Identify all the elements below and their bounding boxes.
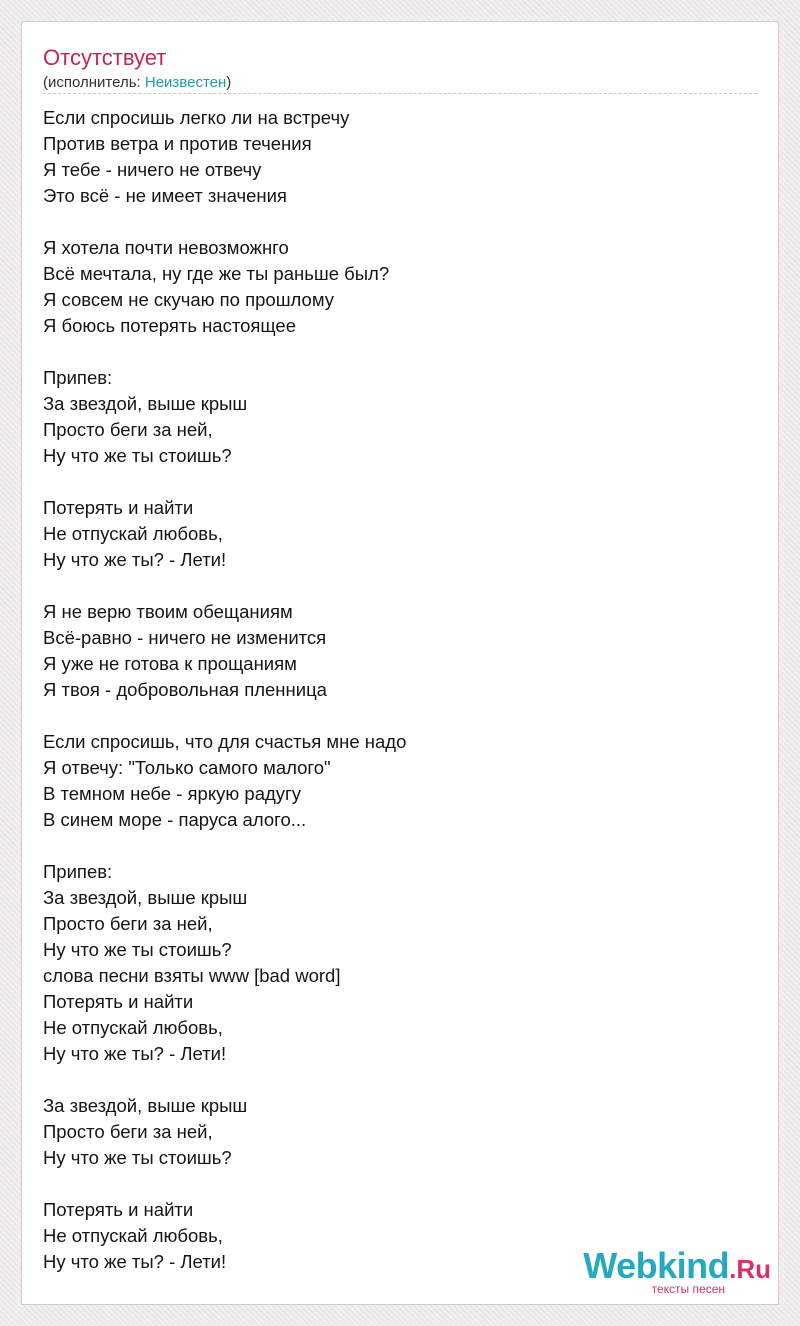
lyric-line: Ну что же ты стоишь? <box>43 445 232 466</box>
lyric-line: Я не верю твоим обещаниям <box>43 601 293 622</box>
stanza-gap <box>43 469 758 495</box>
lyric-line: Я совсем не скучаю по прошлому <box>43 289 335 310</box>
song-title: Отсутствует <box>43 45 167 70</box>
stanza-gap <box>43 833 758 859</box>
artist-prefix: (исполнитель: <box>43 74 145 91</box>
artist-line <box>43 73 231 93</box>
stanza-gap <box>43 1171 758 1197</box>
lyric-line: Ну что же ты стоишь? <box>43 1147 232 1168</box>
lyric-line: Я отвечу: "Только самого малого" <box>43 757 331 778</box>
lyric-line: В темном небе - яркую радугу <box>43 783 302 804</box>
lyric-line: За звездой, выше крыш <box>43 887 248 908</box>
lyric-line: Просто беги за ней, <box>43 419 213 440</box>
lyric-line: Ну что же ты? - Лети! <box>43 1251 227 1272</box>
stanza-gap <box>43 573 758 599</box>
lyric-line: Всё-равно - ничего не изменится <box>43 627 327 648</box>
stanza-gap <box>43 703 758 729</box>
stanza-gap <box>43 209 758 235</box>
lyric-line: Не отпускай любовь, <box>43 523 223 544</box>
lyric-line: Это всё - не имеет значения <box>43 185 287 206</box>
lyric-line: Просто беги за ней, <box>43 913 213 934</box>
lyric-line: В синем море - паруса алого... <box>43 809 307 830</box>
lyric-line: Я боюсь потерять настоящее <box>43 315 297 336</box>
lyrics-text <box>43 105 758 1275</box>
lyric-line: Просто беги за ней, <box>43 1121 213 1142</box>
lyrics-card <box>21 21 779 1305</box>
lyric-line: Против ветра и против течения <box>43 133 312 154</box>
divider <box>43 93 757 94</box>
lyric-line: Не отпускай любовь, <box>43 1017 223 1038</box>
lyric-line: Потерять и найти <box>43 497 194 518</box>
lyric-line: Я уже не готова к прощаниям <box>43 653 297 674</box>
lyric-line: Я тебе - ничего не отвечу <box>43 159 262 180</box>
lyric-line: Ну что же ты? - Лети! <box>43 1043 227 1064</box>
artist-suffix: ) <box>226 74 232 91</box>
lyric-line: Ну что же ты? - Лети! <box>43 549 227 570</box>
lyric-line: Всё мечтала, ну где же ты раньше был? <box>43 263 390 284</box>
logo-wordmark: Webkind <box>583 1245 730 1286</box>
lyric-line: Если спросишь легко ли на встречу <box>43 107 350 128</box>
lyric-line: За звездой, выше крыш <box>43 1095 248 1116</box>
logo-tagline: тексты песен <box>651 1282 725 1296</box>
stanza-gap <box>43 339 758 365</box>
lyric-line: слова песни взяты www [bad word] <box>43 965 341 986</box>
lyric-line: Потерять и найти <box>43 1199 194 1220</box>
lyric-line: Если спросишь, что для счастья мне надо <box>43 731 407 752</box>
lyric-line: Я хотела почти невозможнго <box>43 237 289 258</box>
artist-link[interactable]: Неизвестен <box>144 74 227 91</box>
lyric-line: Не отпускай любовь, <box>43 1225 223 1246</box>
lyric-line: За звездой, выше крыш <box>43 393 248 414</box>
lyric-line: Припев: <box>43 367 113 388</box>
lyric-line: Припев: <box>43 861 113 882</box>
lyric-line: Ну что же ты стоишь? <box>43 939 232 960</box>
logo-tld: .Ru <box>729 1254 771 1284</box>
stanza-gap <box>43 1067 758 1093</box>
lyric-line: Я твоя - добровольная пленница <box>43 679 327 700</box>
lyric-line: Потерять и найти <box>43 991 194 1012</box>
site-logo[interactable] <box>571 1245 771 1298</box>
